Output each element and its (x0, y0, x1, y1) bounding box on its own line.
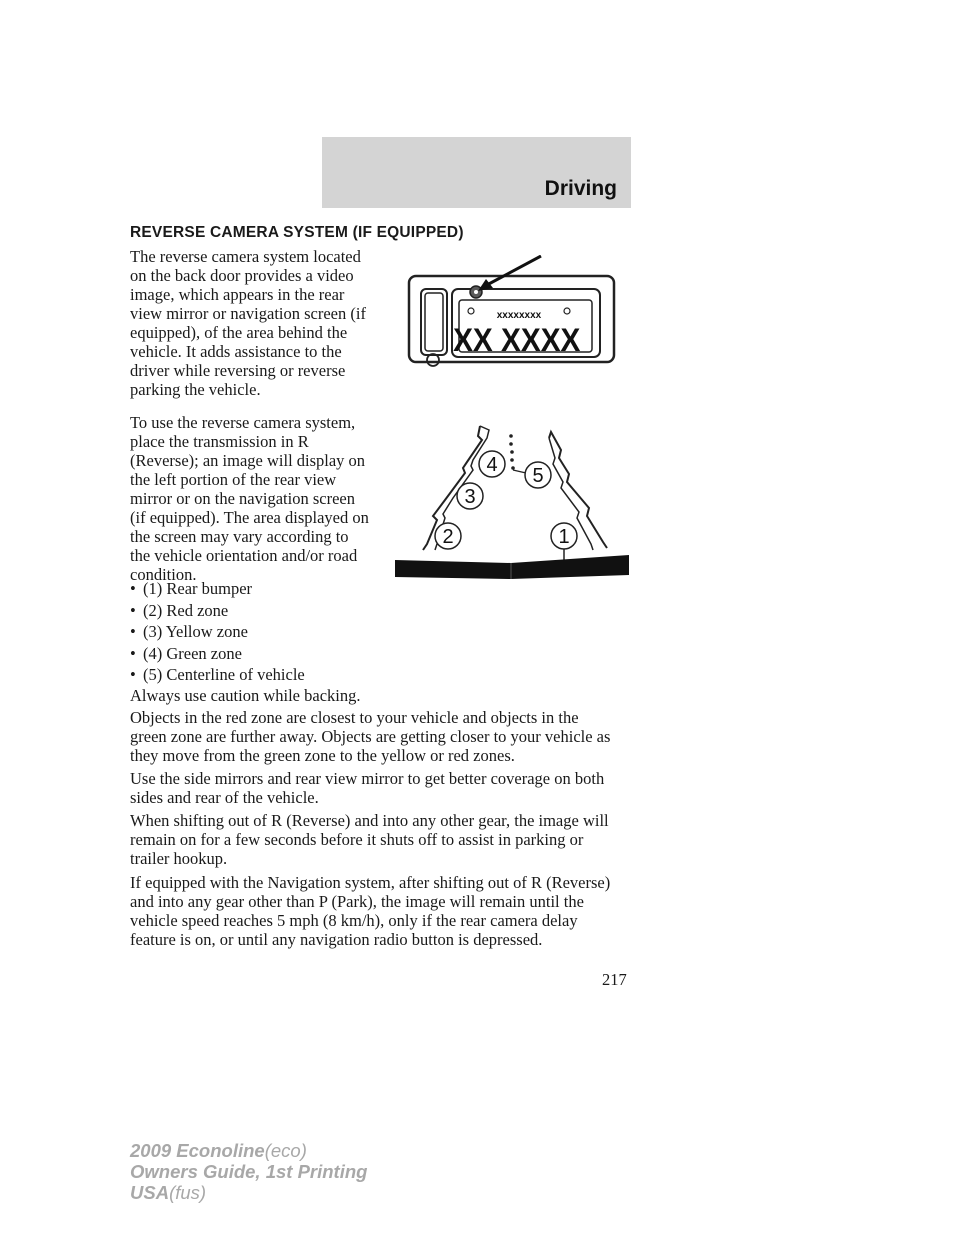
text-line: condition. (130, 565, 197, 584)
text-line: Use the side mirrors and rear view mirror to get better coverage on both (130, 769, 605, 788)
footer-edition: Owners Guide, 1st Printing (130, 1161, 368, 1182)
text-line: vehicle. It adds assistance to the (130, 342, 342, 361)
text-line: they move from the green zone to the yellow or red zones. (130, 746, 515, 765)
body-paragraph (130, 769, 604, 807)
section-header-title: Driving (544, 177, 617, 200)
footer-market: USA (130, 1182, 170, 1203)
text-line: remain on for a few seconds before it shuts off to assist in parking or (130, 830, 584, 849)
text-line: the vehicle orientation and/or road (130, 546, 358, 565)
text-line: The reverse camera system located (130, 247, 361, 266)
callout-3 (457, 483, 483, 509)
intro-paragraph (130, 247, 366, 399)
text-line: equipped), of the area behind the (130, 323, 348, 342)
footer-model-code: (eco) (264, 1140, 307, 1161)
plate-top-text: xxxxxxxx (496, 310, 542, 321)
list-item: • (3) Yellow zone (130, 621, 305, 643)
footer-market-code: (fus) (169, 1182, 207, 1203)
text-line: driver while reversing or reverse (130, 361, 346, 380)
header-band (322, 137, 631, 208)
text-line: To use the reverse camera system, (130, 413, 356, 432)
text-line: and into any gear other than P (Park), the image will remain until the (130, 892, 584, 911)
list-item: • (5) Centerline of vehicle (130, 664, 305, 686)
text-line: view mirror or navigation screen (if (130, 304, 366, 323)
text-line: If equipped with the Navigation system, after shifting out of R (Reverse) (130, 873, 611, 892)
camera-location-figure (407, 255, 617, 365)
text-line: Objects in the red zone are closest to your vehicle and objects in the (130, 708, 579, 727)
zone-list (130, 578, 305, 686)
camera-zones-figure (393, 422, 633, 582)
footer (130, 1140, 367, 1203)
callout-5 (525, 462, 551, 488)
text-line: parking the vehicle. (130, 380, 261, 399)
door-lock-icon (424, 350, 448, 374)
text-line: vehicle speed reaches 5 mph (8 km/h), only if the rear camera delay (130, 911, 578, 930)
footer-model: 2009 Econoline (130, 1140, 265, 1161)
svg-text:4: 4 (486, 454, 498, 476)
text-line: When shifting out of R (Reverse) and into any other gear, the image will (130, 811, 609, 830)
pointer-arrow-shaft (485, 256, 541, 286)
callout-1 (551, 523, 577, 562)
callout-2 (435, 523, 461, 549)
body-paragraph (130, 708, 610, 765)
svg-text:1: 1 (558, 526, 570, 548)
text-line: (Reverse); an image will display on (130, 451, 366, 470)
text-line: place the transmission in R (130, 432, 309, 451)
svg-text:3: 3 (464, 486, 476, 508)
text-line: on the back door provides a video (130, 266, 354, 285)
page-number: 217 (602, 970, 627, 989)
svg-text:2: 2 (442, 526, 454, 548)
callout-4 (479, 451, 505, 477)
text-line: sides and rear of the vehicle. (130, 788, 319, 807)
plate-main-text: XX XXXX (453, 322, 581, 359)
text-line: image, which appears in the rear (130, 285, 345, 304)
text-line: (if equipped). The area displayed on (130, 508, 369, 527)
list-item: • (4) Green zone (130, 643, 305, 665)
text-line: mirror or on the navigation screen (130, 489, 355, 508)
body-paragraph (130, 811, 609, 868)
text-line: trailer hookup. (130, 849, 228, 868)
section-title: REVERSE CAMERA SYSTEM (IF EQUIPPED) (130, 224, 464, 241)
text-line: feature is on, or until any navigation radio button is depressed. (130, 930, 543, 949)
svg-text:5: 5 (532, 465, 544, 487)
text-line: the screen may vary according to (130, 527, 349, 546)
body-paragraph (130, 873, 610, 949)
centerline-dots (511, 466, 515, 470)
list-item: • (1) Rear bumper (130, 578, 305, 600)
text-line: the left portion of the rear view (130, 470, 337, 489)
list-item: • (2) Red zone (130, 600, 305, 622)
text-line: green zone are further away. Objects are getting closer to your vehicle as (130, 727, 611, 746)
rear-bumper (395, 555, 629, 579)
caution-text: Always use caution while backing. (130, 686, 361, 705)
usage-paragraph (130, 413, 369, 584)
